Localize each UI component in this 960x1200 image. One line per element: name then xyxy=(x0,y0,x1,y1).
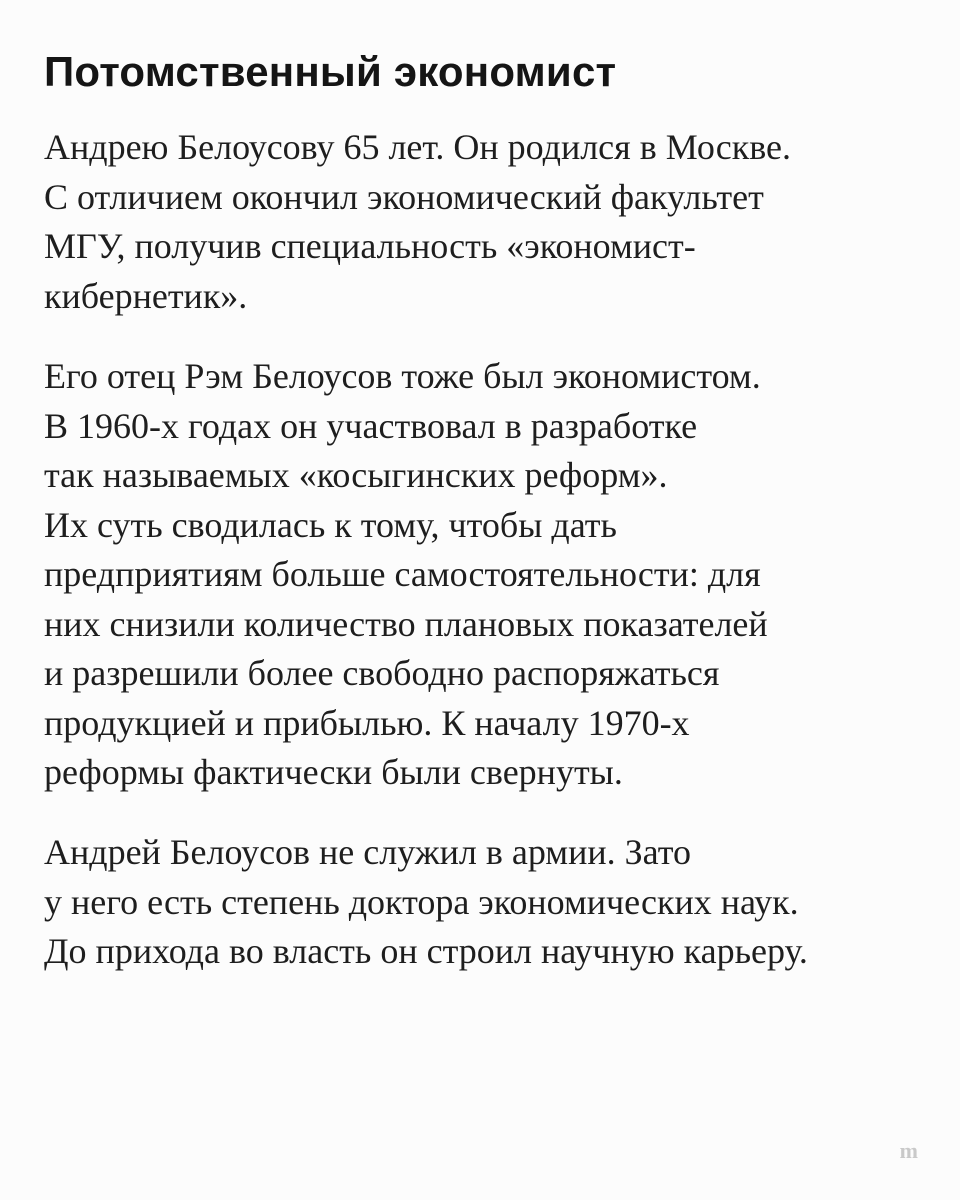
brand-logo-icon: m xyxy=(899,1138,918,1163)
text-line: них снизили количество плановых показателей xyxy=(44,603,768,644)
text-line: кибернетик». xyxy=(44,275,248,316)
text-line: Его отец Рэм Белоусов тоже был экономистом. xyxy=(44,356,761,396)
paragraph-career xyxy=(44,828,808,977)
text-line: и разрешили более свободно распоряжаться xyxy=(44,653,720,693)
text-line: так называемых «косыгинских реформ». xyxy=(44,455,668,495)
text-line: Андрею Белоусову 65 лет. Он родился в Москве. xyxy=(44,127,791,167)
paragraph-father xyxy=(44,352,768,798)
text-line: Их суть сводилась к тому, чтобы дать xyxy=(44,504,617,545)
text-line: реформы фактически были свернуты. xyxy=(44,752,623,792)
text-line: предприятиям больше самостоятельности: для xyxy=(44,554,761,594)
text-line: С отличием окончил экономический факультет xyxy=(44,176,764,217)
article-title: Потомственный экономист xyxy=(44,48,617,95)
text-line: До прихода во власть он строил научную карьеру. xyxy=(44,931,808,971)
paragraph-biography xyxy=(44,123,791,321)
text-line: Андрей Белоусов не служил в армии. Зато xyxy=(44,832,691,872)
text-line: МГУ, получив специальность «экономист- xyxy=(44,226,696,266)
text-line: В 1960-х годах он участвовал в разработке xyxy=(44,405,698,446)
text-line: у него есть степень доктора экономических наук. xyxy=(44,881,799,922)
text-line: продукцией и прибылью. К началу 1970-х xyxy=(44,702,690,743)
